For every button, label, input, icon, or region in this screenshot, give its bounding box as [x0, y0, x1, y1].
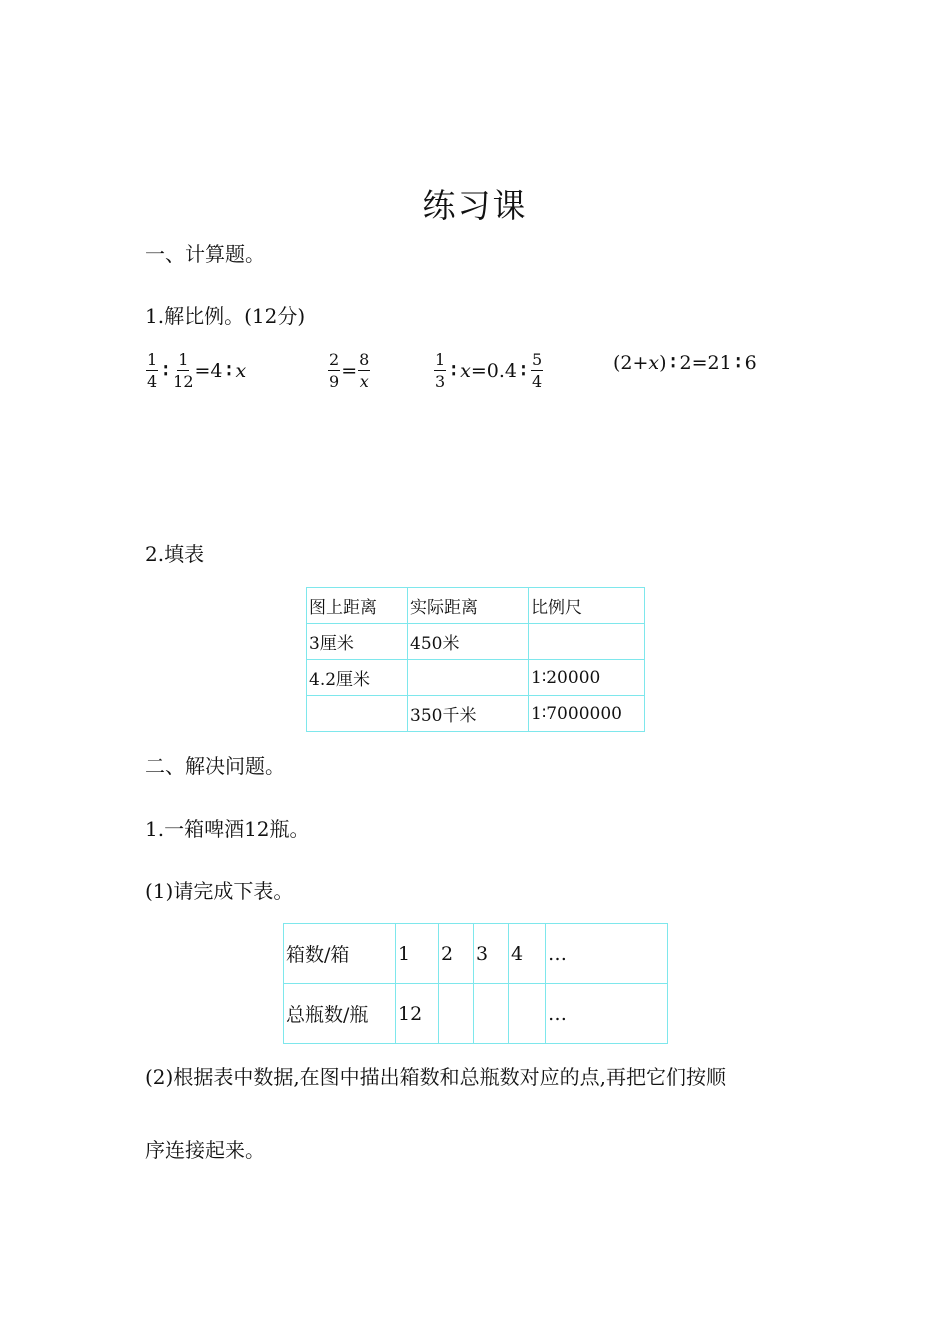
equation-4: (2+ x ) ∶ 2=21 ∶ 6: [613, 352, 757, 374]
table-cell: [509, 984, 546, 1044]
table-cell: 350千米: [408, 696, 529, 732]
table-row: [307, 624, 645, 660]
section1-heading: 一、计算题。: [145, 242, 265, 266]
table-cell: [408, 660, 529, 696]
fraction: $\frac{1}{4}$: [147, 350, 158, 391]
problem1-label: 1.一箱啤酒12瓶。: [145, 817, 310, 841]
table-cell: 2: [439, 924, 474, 984]
table-cell: 1∶7000000: [529, 696, 645, 732]
question1-label: 1.解比例。(12分): [145, 304, 306, 328]
table-cell: 450米: [408, 624, 529, 660]
table-row: [284, 984, 668, 1044]
table-cell: …: [546, 984, 668, 1044]
table-cell: 1: [396, 924, 439, 984]
table-cell: 1∶20000: [529, 660, 645, 696]
table-header: 总瓶数/瓶: [284, 984, 396, 1044]
table-header: 图上距离: [307, 588, 408, 624]
table-header: 比例尺: [529, 588, 645, 624]
fraction: $\frac{1}{12}$: [173, 350, 194, 391]
table-row: [284, 924, 668, 984]
fraction: $\frac{1}{3}$: [435, 350, 446, 391]
part2-text-line2: 序连接起来。: [145, 1138, 265, 1162]
table-cell: 3厘米: [307, 624, 408, 660]
table-header: 实际距离: [408, 588, 529, 624]
table-cell: [439, 984, 474, 1044]
part2-text-line1: (2)根据表中数据,在图中描出箱数和总瓶数对应的点,再把它们按顺: [145, 1065, 727, 1089]
bottles-table: [283, 923, 668, 1044]
table-cell: 3: [474, 924, 509, 984]
equation-3: $\frac{1}{3}$ ∶ x =0.4 ∶ $\frac{5}{4}$: [435, 350, 543, 391]
equation-2: $\frac{2}{9}$ = $\frac{8}{x}$: [329, 350, 370, 391]
part1-label: (1)请完成下表。: [145, 879, 294, 903]
question2-label: 2.填表: [145, 542, 205, 566]
section2-heading: 二、解决问题。: [145, 754, 285, 778]
table-header: 箱数/箱: [284, 924, 396, 984]
table-cell: 4.2厘米: [307, 660, 408, 696]
table-row: [307, 588, 645, 624]
table-row: [307, 696, 645, 732]
fraction: $\frac{5}{4}$: [531, 350, 543, 391]
scale-table: [306, 587, 645, 732]
table-cell: 12: [396, 984, 439, 1044]
fraction: $\frac{8}{x}$: [359, 350, 370, 391]
fraction: $\frac{2}{9}$: [329, 350, 340, 391]
equation-1: $\frac{1}{4}$ ∶ $\frac{1}{12}$ =4 ∶ x: [147, 350, 247, 391]
page-title: 练习课: [422, 186, 528, 225]
table-row: [307, 660, 645, 696]
table-cell: 4: [509, 924, 546, 984]
table-cell: …: [546, 924, 668, 984]
table-cell: [529, 624, 645, 660]
table-cell: [307, 696, 408, 732]
table-cell: [474, 984, 509, 1044]
